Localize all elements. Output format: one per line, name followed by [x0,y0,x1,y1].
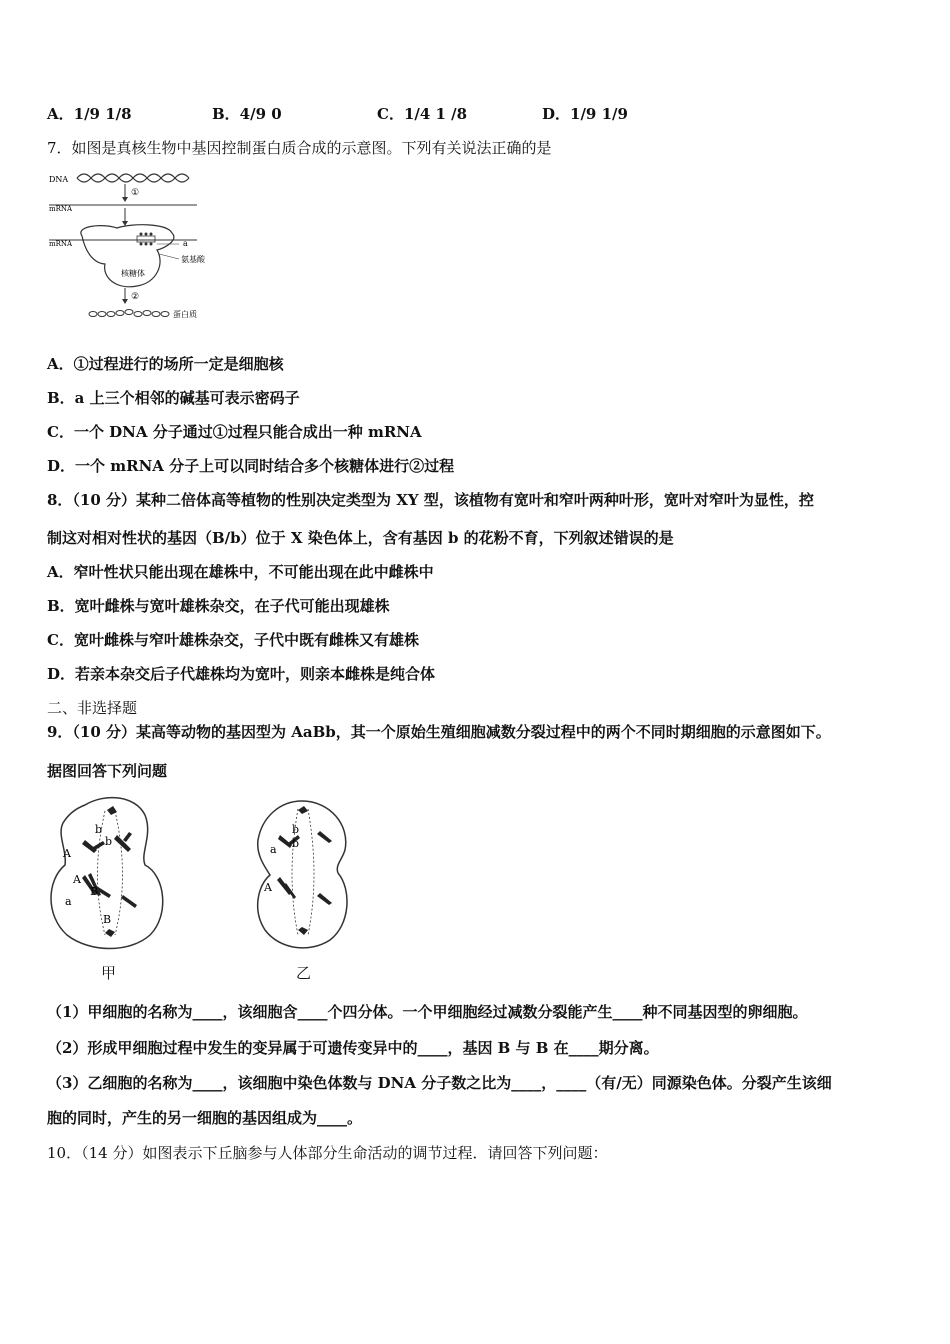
q10-stem: 10．（14 分）如图表示下丘脑参与人体部分生命活动的调节过程．请回答下列问题： [47,1144,608,1162]
cell-yi-outline [258,801,347,948]
fig-label-jia: 甲 [101,964,117,982]
q6-option-a: A．1/9 1/8 [47,105,132,123]
q7-diagram [47,168,217,323]
label-step2: ② [131,292,140,302]
label-mrna-top: mRNA [49,205,73,213]
label-step1: ① [131,188,140,198]
q6-option-d: D．1/9 1/9 [542,105,628,123]
q7-stem: 7．如图是真核生物中基因控制蛋白质合成的示意图。下列有关说法正确的是 [47,139,552,157]
label-a: a [183,239,188,248]
cell-yi-figure [250,795,360,955]
jia-gene-B2: B [103,913,112,926]
q7-option-c: C．一个 DNA 分子通过①过程只能合成出一种 mRNA [47,423,422,441]
q9-stem-line1: 9．（10 分）某高等动物的基因型为 AaBb，其一个原始生殖细胞减数分裂过程中的两个不同时期细胞的示意图如下。 [47,723,831,741]
protein-chain [89,310,169,317]
fig-label-yi: 乙 [296,964,312,982]
q8-option-c: C．宽叶雌株与窄叶雄株杂交，子代中既有雌株又有雄株 [47,631,419,649]
q6-option-b: B．4/9 0 [212,105,282,123]
q7-option-d: D．一个 mRNA 分子上可以同时结合多个核糖体进行②过程 [47,457,455,475]
q7-option-a: A．①过程进行的场所一定是细胞核 [47,355,284,373]
q7-option-b: B．a 上三个相邻的碱基可表示密码子 [47,389,300,407]
q6-option-c: C．1/4 1 /8 [377,105,468,123]
q9-stem-line2: 据图回答下列问题 [47,762,168,780]
trna-dots [140,233,153,246]
jia-gene-A1: A [63,847,71,860]
yi-chromosomes [277,806,332,935]
yi-gene-b1: b [292,823,300,836]
label-amino: 氨基酸 [181,255,205,264]
label-protein: 蛋白质 [173,310,197,319]
q9-sub3-line2: 胞的同时，产生的另一细胞的基因组成为____。 [47,1109,363,1127]
yi-gene-A: A [264,881,272,894]
section-heading: 二、非选择题 [47,699,138,717]
q9-sub1: （1）甲细胞的名称为____，该细胞含____个四分体。一个甲细胞经过减数分裂能产生____种不同基因型的卵细胞。 [47,1003,808,1021]
q8-stem-line2: 制这对相对性状的基因（B/b）位于 X 染色体上，含有基因 b 的花粉不育，下列叙述错误的是 [47,529,674,547]
jia-gene-a: a [65,895,72,908]
jia-gene-b1: b [95,823,103,836]
jia-gene-A2: A [73,873,81,886]
jia-gene-b2: b [105,835,113,848]
q8-option-d: D．若亲本杂交后子代雄株均为宽叶，则亲本雌株是纯合体 [47,665,436,683]
q8-option-a: A．窄叶性状只能出现在雄株中，不可能出现在此中雌株中 [47,563,434,581]
yi-gene-a: a [270,843,277,856]
q8-option-b: B．宽叶雌株与宽叶雄株杂交，在子代可能出现雄株 [47,597,390,615]
jia-gene-B1: B [90,885,99,898]
q8-stem-line1: 8．（10 分）某种二倍体高等植物的性别决定类型为 XY 型，该植物有宽叶和窄叶两种叶形，宽叶对窄叶为显性，控 [47,491,814,509]
label-ribosome: 核糖体 [121,269,145,278]
label-dna: DNA [49,175,69,184]
cell-jia-figure [45,795,175,955]
q9-sub2: （2）形成甲细胞过程中发生的变异属于可遗传变异中的____，基因 B 与 B 在____期分离。 [47,1039,659,1057]
yi-gene-b2: b [292,837,300,850]
label-mrna-mid: mRNA [49,240,73,248]
q9-sub3-line1: （3）乙细胞的名称为____，该细胞中染色体数与 DNA 分子数之比为____，____（有/无）同源染色体。分裂产生该细 [47,1074,832,1092]
